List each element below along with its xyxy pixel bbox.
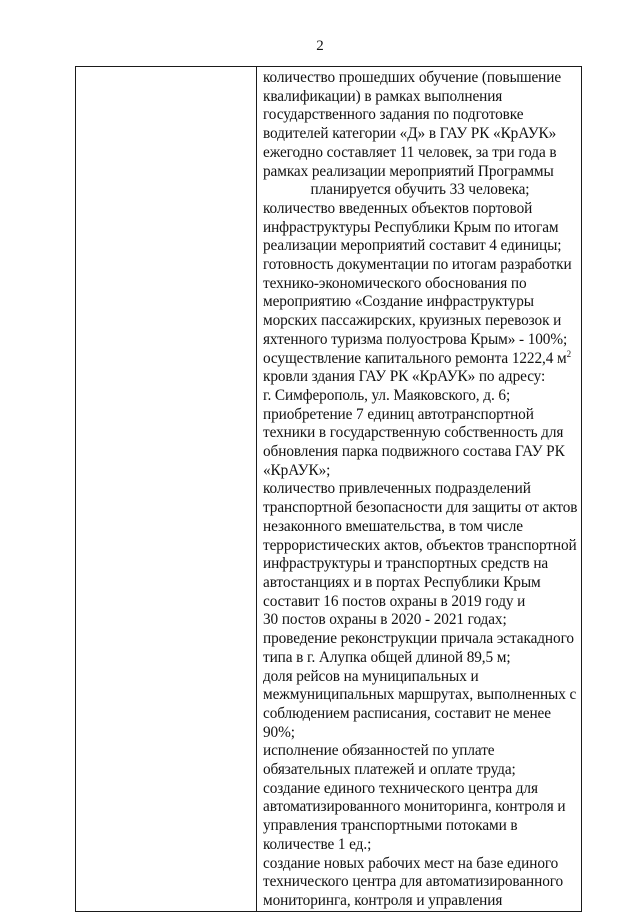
- text-line-content: типа в г. Алупка общей длиной 89,5 м;: [263, 648, 511, 666]
- text-line: [263, 649, 577, 668]
- text-line-content: 90%;: [263, 723, 295, 741]
- text-line: [263, 724, 577, 743]
- text-line-content: количество прошедших обучение (повышение: [263, 69, 562, 86]
- text-line-content: технико-экономического обоснования по: [263, 274, 527, 292]
- text-line: [263, 200, 577, 219]
- text-line-content: технического центра для автоматизированного: [263, 873, 564, 891]
- text-line-content: соблюдением расписания, составит не менее: [263, 704, 551, 722]
- table-row: [76, 67, 582, 912]
- text-line: [263, 312, 577, 331]
- text-line: [263, 593, 577, 612]
- text-line-content: инфраструктуры и транспортных средств на: [263, 555, 549, 573]
- text-line: [263, 219, 577, 238]
- text-line-content: обязательных платежей и оплате труда;: [263, 761, 516, 779]
- text-line: [263, 125, 577, 144]
- text-line-content: количество привлеченных подразделений: [263, 480, 531, 498]
- text-line: [263, 611, 577, 630]
- text-line: [263, 462, 577, 481]
- text-line-content: морских пассажирских, круизных перевозок и: [263, 312, 562, 330]
- text-line-content: готовность документации по итогам разработки: [263, 256, 572, 274]
- text-line-content: техники в государственную собственность для: [263, 424, 564, 442]
- text-line-content: создание новых рабочих мест на базе единого: [263, 854, 559, 872]
- text-line: [263, 256, 577, 275]
- text-line: [263, 181, 577, 200]
- text-line-content: количество введенных объектов портовой: [263, 199, 533, 217]
- text-line: [263, 873, 577, 892]
- text-line-content: исполнение обязанностей по уплате: [263, 742, 495, 760]
- text-line: [263, 387, 577, 406]
- text-line: [263, 686, 577, 705]
- text-line-content: рамках реализации мероприятий Программы: [263, 162, 554, 180]
- text-line: [263, 855, 577, 874]
- text-line-content: создание единого технического центра для: [263, 779, 538, 797]
- document-table: [75, 66, 582, 912]
- text-line: [263, 424, 577, 443]
- text-line-content: осуществление капитального ремонта 1222,4 м: [263, 349, 567, 367]
- text-line: [263, 88, 577, 107]
- text-line: [263, 69, 577, 88]
- text-line-content: обновления парка подвижного состава ГАУ РК: [263, 443, 565, 461]
- text-line-content: террористических актов, объектов транспортной: [263, 536, 577, 554]
- text-line: [263, 780, 577, 799]
- page-number: 2: [316, 38, 324, 54]
- text-line: [263, 892, 577, 911]
- text-line-content: реализации мероприятий составит 4 единицы;: [263, 237, 562, 255]
- text-line-content: инфраструктуры Республики Крым по итогам: [263, 218, 559, 236]
- text-line-content: мероприятию «Создание инфраструктуры: [263, 293, 534, 311]
- text-line-content: незаконного вмешательства, в том числе: [263, 517, 523, 535]
- text-line-content: доля рейсов на муниципальных и: [263, 667, 479, 685]
- text-line: [263, 331, 577, 350]
- text-line-content: проведение реконструкции причала эстакадного: [263, 630, 574, 648]
- text-line: [263, 443, 577, 462]
- text-line: [263, 836, 577, 855]
- text-line: [263, 537, 577, 556]
- text-line-content: транспортной безопасности для защиты от актов: [263, 499, 578, 517]
- text-line-content: 30 постов охраны в 2020 - 2021 годах;: [263, 611, 507, 629]
- text-line: [263, 106, 577, 125]
- text-line: [263, 630, 577, 649]
- text-line-content: ежегодно составляет 11 человек, за три года в: [263, 143, 557, 161]
- text-line: [263, 518, 577, 537]
- text-line-content: государственного задания по подготовке: [263, 106, 524, 124]
- text-line-content: автостанциях и в портах Республики Крым: [263, 573, 541, 591]
- text-line: [263, 742, 577, 761]
- text-line: [263, 293, 577, 312]
- text-line: [263, 761, 577, 780]
- text-line-content: количестве 1 ед.;: [263, 835, 372, 853]
- text-line: [263, 163, 577, 182]
- text-lines: [263, 69, 577, 911]
- text-line-content: межмуниципальных маршрутах, выполненных с: [263, 686, 577, 704]
- text-line-content: г. Симферополь, ул. Маяковского, д. 6;: [263, 386, 511, 404]
- text-line: [263, 237, 577, 256]
- text-line-content: «КрАУК»;: [263, 461, 331, 479]
- text-line-content: автоматизированного мониторинга, контроля и: [263, 798, 566, 816]
- text-line: [263, 368, 577, 387]
- text-line-content: кровли здания ГАУ РК «КрАУК» по адресу:: [263, 368, 546, 386]
- text-line: [263, 144, 577, 163]
- text-line: [263, 275, 577, 294]
- left-column-cell: [76, 67, 257, 912]
- text-line: [263, 555, 577, 574]
- text-line: [263, 499, 577, 518]
- superscript: 2: [566, 348, 572, 359]
- text-line: [263, 480, 577, 499]
- text-line: [263, 668, 577, 687]
- text-line: [263, 705, 577, 724]
- text-line-content: мониторинга, контроля и управления: [263, 891, 503, 909]
- text-line: [263, 406, 577, 425]
- text-line-content: планируется обучить 33 человека;: [310, 181, 530, 199]
- text-line: [263, 798, 577, 817]
- text-line: [263, 817, 577, 836]
- text-line-content: составит 16 постов охраны в 2019 году и: [263, 592, 526, 610]
- text-line-content: приобретение 7 единиц автотранспортной: [263, 405, 534, 423]
- text-line: [263, 574, 577, 593]
- text-line-content: квалификации) в рамках выполнения: [263, 87, 503, 105]
- right-column-cell: [257, 67, 582, 912]
- text-line-content: водителей категории «Д» в ГАУ РК «КрАУК»: [263, 125, 557, 143]
- text-line: [263, 350, 577, 369]
- text-line-content: управления транспортными потоками в: [263, 817, 518, 835]
- text-line-content: яхтенного туризма полуострова Крым» - 100%;: [263, 330, 568, 348]
